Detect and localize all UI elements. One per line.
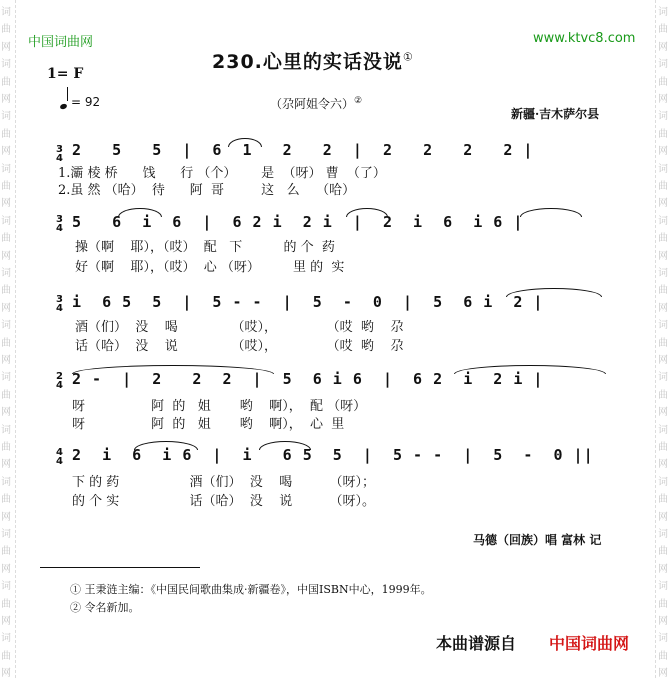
footnote-divider: [40, 567, 200, 568]
watermark-glyph: 曲: [1, 494, 11, 506]
watermark-glyph: 曲: [658, 233, 668, 245]
watermark-glyph: 词: [658, 476, 668, 488]
watermark-glyph: 网: [1, 198, 11, 210]
watermark-glyph: 词: [1, 268, 11, 279]
watermark-glyph: 曲: [658, 494, 668, 506]
lyric-verse-1: 下 的 药 酒（们） 没 喝 （呀）；: [72, 475, 375, 490]
subtitle-footnote-mark: ②: [354, 96, 363, 106]
watermark-glyph: 网: [658, 146, 668, 158]
watermark-glyph: 曲: [1, 389, 11, 401]
watermark-glyph: 词: [658, 320, 668, 332]
watermark-glyph: 曲: [658, 598, 668, 610]
watermark-glyph: 词: [658, 163, 668, 175]
watermark-glyph: 曲: [1, 337, 11, 349]
right-watermark-strip: [657, 0, 671, 678]
watermark-glyph: 词: [658, 59, 668, 71]
watermark-glyph: 网: [658, 355, 668, 366]
song-subtitle: [270, 95, 362, 112]
watermark-glyph: 网: [658, 94, 668, 105]
right-border-line: [655, 0, 656, 678]
footnote-2: ② 令名新加。: [70, 601, 140, 614]
song-title: [212, 47, 414, 74]
time-signature: 4 4: [56, 447, 63, 467]
watermark-glyph: 词: [658, 7, 668, 18]
notation-line: 2 - | 2 2 2 | 5 6 i 6 | 6 2 i 2 i |: [72, 370, 544, 388]
watermark-glyph: 曲: [1, 181, 11, 192]
watermark-glyph: 网: [658, 563, 668, 575]
watermark-glyph: 网: [1, 511, 11, 523]
watermark-glyph: 词: [1, 476, 11, 488]
watermark-glyph: 曲: [1, 128, 11, 140]
watermark-glyph: 词: [658, 268, 668, 279]
watermark-glyph: 网: [1, 355, 11, 366]
watermark-glyph: 曲: [658, 128, 668, 140]
watermark-glyph: 曲: [658, 76, 668, 88]
watermark-glyph: 网: [658, 459, 668, 471]
watermark-glyph: 曲: [1, 650, 11, 662]
watermark-glyph: 曲: [1, 24, 11, 36]
watermark-glyph: 词: [658, 424, 668, 436]
watermark-glyph: 词: [1, 424, 11, 436]
watermark-glyph: 词: [658, 372, 668, 384]
site-name-link[interactable]: 中国词曲网: [28, 35, 94, 50]
watermark-glyph: 词: [1, 111, 11, 123]
notation-line: 5 6 i 6 | 6 2 i 2 i | 2 i 6 i 6 |: [72, 213, 524, 231]
site-url-link[interactable]: www.ktvc8.com: [533, 31, 636, 46]
watermark-glyph: 网: [1, 146, 11, 158]
source-label: 本曲谱源自: [436, 634, 517, 653]
watermark-glyph: 网: [658, 41, 668, 53]
quarter-note-icon: [59, 103, 67, 110]
watermark-glyph: 词: [1, 163, 11, 175]
watermark-glyph: 网: [1, 94, 11, 105]
watermark-glyph: 网: [1, 668, 11, 679]
lyric-verse-1: 呀 阿 的 姐 哟 啊）， 配 （呀）: [72, 399, 367, 414]
performer-credit: 马德（回族）唱 富林 记: [473, 533, 602, 547]
title-footnote-mark: ①: [402, 50, 414, 64]
lyric-verse-1: 1.灞 棱 桥 饯 行 （个） 是 （呀） 曹 （了）: [58, 166, 386, 181]
left-border-line: [15, 0, 16, 678]
note-stem: [67, 87, 68, 101]
watermark-glyph: 词: [1, 529, 11, 540]
watermark-glyph: 词: [658, 581, 668, 593]
notation-line: 2 5 5 | 6 1 2 2 | 2 2 2 2 |: [72, 141, 534, 159]
watermark-glyph: 网: [1, 616, 11, 627]
watermark-glyph: 网: [658, 511, 668, 523]
time-signature: 3 4: [56, 294, 63, 314]
lyric-verse-2: 的 个 实 话（哈） 没 说 （呀）。: [72, 494, 375, 509]
watermark-glyph: 曲: [1, 285, 11, 297]
watermark-glyph: 曲: [1, 76, 11, 88]
footnote-1: ① 王秉涟主编：《中国民间歌曲集成·新疆卷》，中国ISBN中心，1999年。: [70, 583, 432, 596]
lyric-verse-2: 2.虽 然 （哈） 待 阿 哥 这 么 （哈）: [58, 183, 356, 198]
watermark-glyph: 曲: [658, 389, 668, 401]
watermark-glyph: 词: [1, 215, 11, 227]
watermark-glyph: 曲: [1, 442, 11, 453]
notation-line: 2 i 6 i 6 | i 6 5 5 | 5 - - | 5 - 0 ||: [72, 446, 594, 464]
key-signature: 1= F: [47, 66, 84, 82]
watermark-glyph: 网: [658, 668, 668, 679]
song-title-text: 230.心里的实话没说: [212, 51, 403, 73]
time-signature: 3 4: [56, 214, 63, 234]
watermark-glyph: 网: [1, 563, 11, 575]
watermark-glyph: 词: [1, 320, 11, 332]
watermark-glyph: 网: [1, 407, 11, 419]
watermark-glyph: 网: [1, 250, 11, 262]
watermark-glyph: 网: [658, 407, 668, 419]
lyric-verse-1: 酒（们） 没 喝 （哎）， （哎 哟 尕: [75, 320, 404, 335]
watermark-glyph: 网: [658, 616, 668, 627]
watermark-glyph: 词: [1, 633, 11, 645]
watermark-glyph: 曲: [1, 546, 11, 558]
watermark-glyph: 曲: [1, 598, 11, 610]
watermark-glyph: 词: [1, 59, 11, 71]
watermark-glyph: 网: [1, 302, 11, 314]
song-region: 新疆·吉木萨尔县: [511, 107, 600, 121]
watermark-glyph: 网: [1, 459, 11, 471]
time-signature: 2 4: [56, 371, 63, 391]
watermark-glyph: 词: [1, 7, 11, 18]
time-signature: 3 4: [56, 144, 63, 164]
watermark-glyph: 词: [658, 529, 668, 540]
watermark-glyph: 词: [1, 581, 11, 593]
watermark-glyph: 词: [658, 111, 668, 123]
tempo-value: = 92: [71, 95, 101, 109]
watermark-glyph: 曲: [658, 650, 668, 662]
watermark-glyph: 曲: [658, 181, 668, 192]
lyric-verse-2: 好（啊 耶），（哎） 心 （呀） 里 的 实: [75, 260, 345, 275]
watermark-glyph: 网: [658, 250, 668, 262]
source-site-link[interactable]: 中国词曲网: [549, 634, 630, 653]
watermark-glyph: 曲: [658, 442, 668, 453]
lyric-verse-1: 操（啊 耶），（哎） 配 下 的 个 药: [75, 240, 335, 255]
watermark-glyph: 曲: [658, 24, 668, 36]
watermark-glyph: 词: [1, 372, 11, 384]
left-watermark-strip: [0, 0, 14, 678]
watermark-glyph: 网: [658, 198, 668, 210]
subtitle-text: （尕阿姐令六）: [270, 97, 355, 111]
watermark-glyph: 网: [1, 41, 11, 53]
watermark-glyph: 词: [658, 633, 668, 645]
watermark-glyph: 曲: [658, 546, 668, 558]
watermark-glyph: 词: [658, 215, 668, 227]
watermark-glyph: 曲: [658, 285, 668, 297]
slur: [520, 208, 582, 217]
lyric-verse-2: 话（哈） 没 说 （哎）， （哎 哟 尕: [75, 339, 404, 354]
watermark-glyph: 曲: [1, 233, 11, 245]
notation-line: i 6 5 5 | 5 - - | 5 - 0 | 5 6 i 2 |: [72, 293, 544, 311]
watermark-glyph: 曲: [658, 337, 668, 349]
watermark-glyph: 网: [658, 302, 668, 314]
lyric-verse-2: 呀 阿 的 姐 哟 啊）， 心 里: [72, 417, 345, 432]
